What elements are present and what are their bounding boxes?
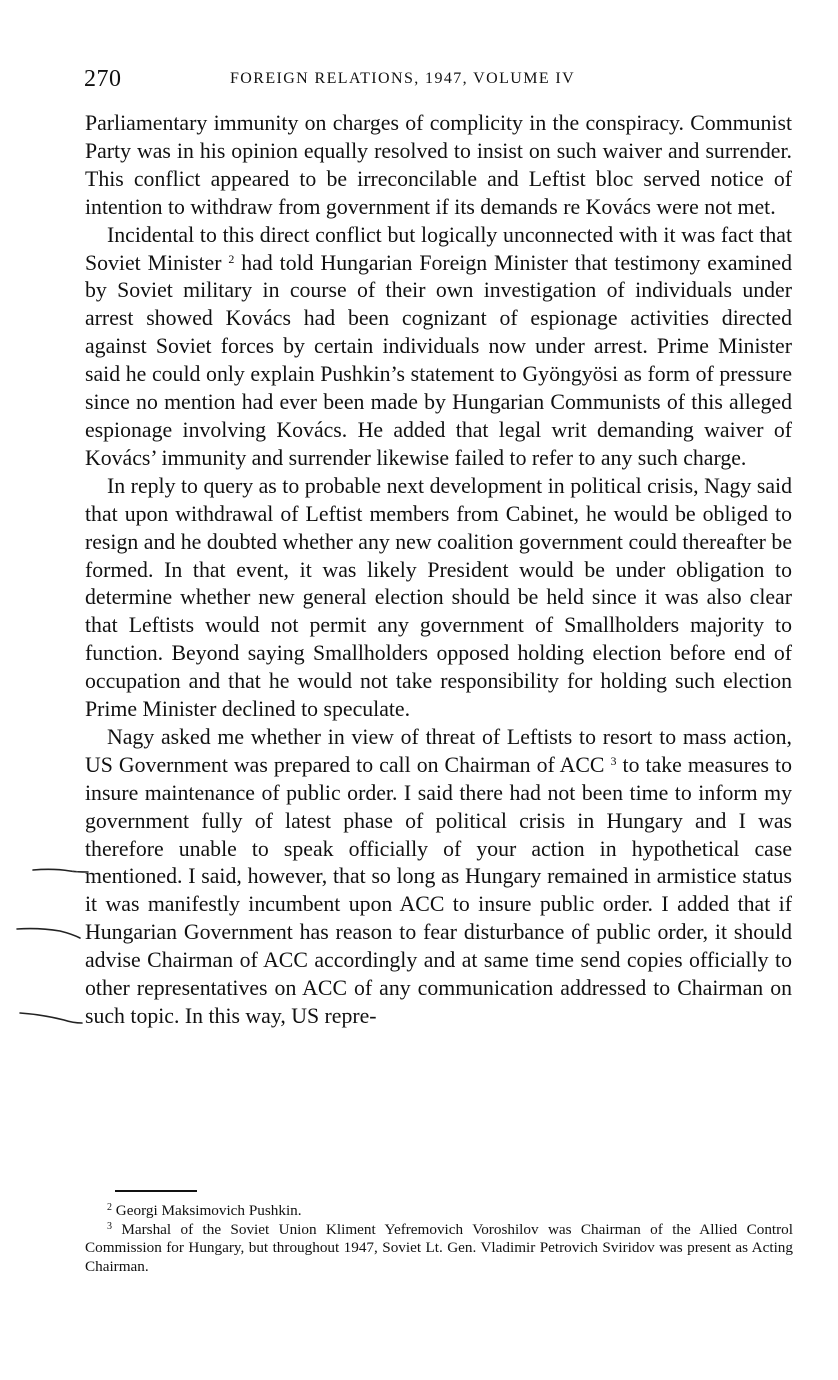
running-head: FOREIGN RELATIONS, 1947, VOLUME IV xyxy=(230,70,576,87)
footnote-3-text: Marshal of the Soviet Union Kliment Yefremovich Voroshilov was Chairman of the Allied Control Commission for Hungary, but throughout 1947, Soviet Lt. Gen. Vladimir Petrovich Sviridov was present as Acting Chairman. xyxy=(85,1220,793,1275)
footnote-marker-3: 3 xyxy=(107,1220,112,1232)
footnote-marker-2: 2 xyxy=(107,1202,112,1213)
margin-line-mark-2 xyxy=(0,926,90,946)
paragraph-4-text-b: to take measures to insure maintenance of public order. I said there had not been time to inform my government fully of latest phase of political crisis in Hungary and I was therefore unable to speak officially of your action in hypothetical case mentioned. I said, however, that so long as Hungary remained in armistice status it was manifestly incumbent upon ACC to insure public order. I added that if Hungarian Government has reason to fear disturbance of public order, it should advise Chairman of ACC accordingly and at same time send copies officially to other representatives on ACC of any communication addressed to Chairman on such topic. In this way, US repre- xyxy=(85,752,793,1028)
page-number: 270 xyxy=(84,66,122,92)
paragraph-4-text-a: Nagy asked me whether in view of threat of Leftists to resort to mass action, US Government was prepared to call on Chairman of ACC xyxy=(85,724,792,777)
paragraph-2-text-b: had told Hungarian Foreign Minister that testimony examined by Soviet military in course of their own investigation of individuals under arrest showed Kovács had been cognizant of espionage activities directed against Soviet forces by certain individuals now under arrest. Prime Minister said he could only explain Pushkin’s statement to Gyöngyösi as form of pressure since no mention had ever been made by Hungarian Communists of this alleged espionage involving Kovács. He added that legal writ demanding waiver of Kovács’ immunity and surrender likewise failed to refer to any such charge. xyxy=(85,250,792,470)
footnote-rule xyxy=(115,1190,197,1192)
footnote-ref-3[interactable]: 3 xyxy=(610,753,617,768)
footnote-ref-2[interactable]: 2 xyxy=(228,251,235,266)
body-text xyxy=(85,110,792,1031)
footnote-3 xyxy=(85,1221,793,1277)
footnote-2-text: Georgi Maksimovich Pushkin. xyxy=(112,1202,302,1219)
paragraph-1: Parliamentary immunity on charges of complicity in the conspiracy. Communist Party was in his opinion equally resolved to insist on such waiver and surrender. This conflict appeared to be irreconcilable and Leftist bloc served notice of intention to withdraw from government if its demands re Kovács were not met. xyxy=(85,111,792,219)
footnotes xyxy=(85,1202,793,1276)
margin-line-mark-3 xyxy=(0,1011,90,1031)
paragraph-3: In reply to query as to probable next development in political crisis, Nagy said that upon withdrawal of Leftist members from Cabinet, he would be obliged to resign and he doubted whether any new coalition government could thereafter be formed. In that event, it was likely President would be under obligation to determine whether new general election should be held since it was also clear that Leftists would not permit any government of Smallholders majority to function. Beyond saying Smallholders opposed holding election before end of occupation and that he would not take responsibility for holding such election Prime Minister declined to speculate. xyxy=(85,473,792,722)
footnote-2 xyxy=(85,1202,793,1221)
paragraph-2 xyxy=(85,222,792,473)
margin-line-mark-1 xyxy=(0,866,90,886)
paragraph-2-text-a: Incidental to this direct conflict but logically unconnected with it was fact that Soviet Minister xyxy=(85,222,792,275)
paragraph-4 xyxy=(85,724,792,1031)
